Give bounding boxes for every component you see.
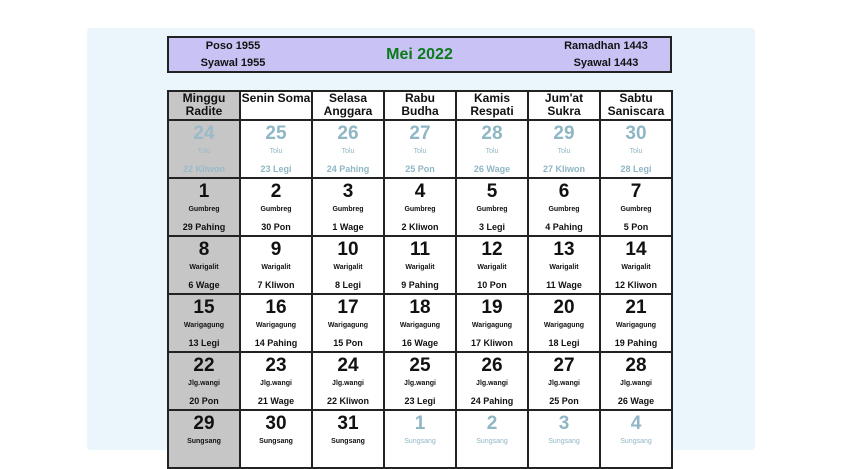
javanese-year-top: Poso 1955 bbox=[205, 40, 261, 52]
pasaran-label: 22 Kliwon bbox=[182, 164, 225, 174]
weekday-header bbox=[168, 91, 240, 120]
day-number: 9 bbox=[270, 239, 282, 260]
wuku-label: Warigagung bbox=[255, 322, 297, 329]
wuku-label: Warigalit bbox=[189, 264, 219, 271]
day-cell[interactable] bbox=[168, 178, 240, 236]
day-number: 3 bbox=[558, 413, 570, 434]
wuku-label: Warigagung bbox=[183, 322, 225, 329]
weekday-name: Kamis bbox=[473, 91, 511, 105]
day-cell[interactable] bbox=[600, 236, 672, 294]
day-number: 2 bbox=[270, 181, 282, 202]
weekday-alt-name: Anggara bbox=[323, 104, 373, 118]
wuku-label: Jlg.wangi bbox=[332, 380, 364, 387]
day-cell[interactable] bbox=[312, 410, 384, 468]
pasaran-label: 18 Legi bbox=[548, 338, 580, 348]
day-number: 26 bbox=[481, 355, 503, 376]
day-cell[interactable] bbox=[168, 410, 240, 468]
wuku-label: Jlg.wangi bbox=[404, 380, 436, 387]
day-cell[interactable] bbox=[168, 236, 240, 294]
wuku-label: Warigagung bbox=[471, 322, 513, 329]
pasaran-label: 4 Pahing bbox=[545, 222, 583, 232]
pasaran-label: 1 Wage bbox=[332, 222, 364, 232]
pasaran-label: 21 Wage bbox=[257, 396, 295, 406]
day-cell[interactable] bbox=[384, 120, 456, 178]
pasaran-label: 3 Legi bbox=[478, 222, 505, 232]
weekday-name: Rabu bbox=[405, 91, 435, 105]
weekday-name: Senin Soma bbox=[241, 91, 311, 105]
day-number: 1 bbox=[198, 181, 210, 202]
day-number: 30 bbox=[625, 123, 647, 144]
day-number: 27 bbox=[409, 123, 431, 144]
weekday-alt-name: Budha bbox=[401, 104, 439, 118]
weekday-alt-name: Respati bbox=[470, 104, 514, 118]
day-cell[interactable] bbox=[384, 410, 456, 468]
day-number: 29 bbox=[193, 413, 215, 434]
day-cell[interactable] bbox=[384, 352, 456, 410]
week-row bbox=[168, 294, 672, 352]
week-row bbox=[168, 352, 672, 410]
wuku-label: Warigalit bbox=[333, 264, 363, 271]
wuku-label: Tolu bbox=[485, 148, 499, 155]
wuku-label: Sungsang bbox=[187, 438, 221, 445]
day-cell[interactable] bbox=[528, 120, 600, 178]
weekday-name: Sabtu bbox=[619, 91, 653, 105]
pasaran-label: 10 Pon bbox=[477, 280, 507, 290]
day-number: 30 bbox=[265, 413, 287, 434]
day-number: 25 bbox=[409, 355, 431, 376]
pasaran-label: 24 Pahing bbox=[470, 396, 514, 406]
wuku-label: Warigalit bbox=[261, 264, 291, 271]
day-number: 23 bbox=[265, 355, 287, 376]
wuku-label: Jlg.wangi bbox=[620, 380, 652, 387]
day-number: 31 bbox=[337, 413, 359, 434]
week-row bbox=[168, 410, 672, 468]
day-cell[interactable] bbox=[240, 178, 312, 236]
wuku-label: Sungsang bbox=[331, 438, 365, 445]
day-cell[interactable] bbox=[240, 120, 312, 178]
day-cell[interactable] bbox=[168, 294, 240, 352]
day-cell[interactable] bbox=[456, 294, 528, 352]
wuku-label: Warigagung bbox=[399, 322, 441, 329]
wuku-label: Jlg.wangi bbox=[476, 380, 508, 387]
pasaran-label: 2 Kliwon bbox=[401, 222, 439, 232]
javanese-year-bottom: Syawal 1955 bbox=[200, 57, 266, 69]
wuku-label: Sungsang bbox=[259, 438, 293, 445]
wuku-label: Sungsang bbox=[476, 438, 508, 445]
day-number: 28 bbox=[625, 355, 647, 376]
pasaran-label: 23 Legi bbox=[260, 164, 292, 174]
wuku-label: Warigalit bbox=[549, 264, 579, 271]
pasaran-label: 28 Legi bbox=[620, 164, 652, 174]
pasaran-label: 17 Kliwon bbox=[470, 338, 513, 348]
pasaran-label: 8 Legi bbox=[334, 280, 361, 290]
wuku-label: Warigagung bbox=[543, 322, 585, 329]
day-number: 4 bbox=[414, 181, 426, 202]
wuku-label: Warigalit bbox=[405, 264, 435, 271]
wuku-label: Sungsang bbox=[404, 438, 436, 445]
wuku-label: Tolu bbox=[629, 148, 643, 155]
day-number: 7 bbox=[630, 181, 642, 202]
pasaran-label: 16 Wage bbox=[401, 338, 439, 348]
day-cell[interactable] bbox=[600, 294, 672, 352]
day-cell[interactable] bbox=[168, 352, 240, 410]
pasaran-label: 15 Pon bbox=[333, 338, 363, 348]
wuku-label: Tolu bbox=[341, 148, 355, 155]
calendar-grid bbox=[167, 90, 673, 469]
pasaran-label: 30 Pon bbox=[261, 222, 291, 232]
day-number: 3 bbox=[342, 181, 354, 202]
week-row bbox=[168, 120, 672, 178]
day-number: 28 bbox=[481, 123, 503, 144]
weekday-header bbox=[528, 91, 600, 120]
pasaran-label: 13 Legi bbox=[188, 338, 220, 348]
day-cell[interactable] bbox=[168, 120, 240, 178]
pasaran-label: 20 Pon bbox=[189, 396, 219, 406]
day-number: 21 bbox=[625, 297, 647, 318]
weekday-header bbox=[240, 91, 312, 120]
day-cell[interactable] bbox=[240, 236, 312, 294]
day-cell[interactable] bbox=[456, 352, 528, 410]
day-number: 24 bbox=[193, 123, 215, 144]
day-cell[interactable] bbox=[600, 178, 672, 236]
day-cell[interactable] bbox=[384, 294, 456, 352]
wuku-label: Tolu bbox=[269, 148, 283, 155]
day-cell[interactable] bbox=[240, 410, 312, 468]
day-cell[interactable] bbox=[528, 294, 600, 352]
pasaran-label: 9 Pahing bbox=[401, 280, 439, 290]
weekday-header bbox=[600, 91, 672, 120]
day-number: 5 bbox=[486, 181, 498, 202]
day-number: 2 bbox=[486, 413, 498, 434]
pasaran-label: 26 Wage bbox=[617, 396, 655, 406]
day-cell[interactable] bbox=[528, 178, 600, 236]
day-number: 24 bbox=[337, 355, 359, 376]
pasaran-label: 6 Wage bbox=[188, 280, 220, 290]
day-number: 20 bbox=[553, 297, 575, 318]
day-cell[interactable] bbox=[312, 120, 384, 178]
week-row bbox=[168, 236, 672, 294]
day-cell[interactable] bbox=[600, 120, 672, 178]
wuku-label: Gumbreg bbox=[188, 206, 220, 213]
day-number: 4 bbox=[630, 413, 642, 434]
month-title: Mei 2022 bbox=[386, 46, 453, 63]
weekday-header bbox=[312, 91, 384, 120]
day-cell[interactable] bbox=[240, 352, 312, 410]
day-number: 26 bbox=[337, 123, 359, 144]
wuku-label: Gumbreg bbox=[620, 206, 652, 213]
day-number: 15 bbox=[193, 297, 215, 318]
wuku-label: Tolu bbox=[197, 148, 211, 155]
weekday-name: Jum'at bbox=[544, 91, 584, 105]
day-cell[interactable] bbox=[240, 294, 312, 352]
hijri-month-bottom: Syawal 1443 bbox=[573, 57, 639, 69]
week-row bbox=[168, 178, 672, 236]
day-cell[interactable] bbox=[528, 352, 600, 410]
wuku-label: Sungsang bbox=[620, 438, 652, 445]
pasaran-label: 22 Kliwon bbox=[326, 396, 369, 406]
pasaran-label: 19 Pahing bbox=[614, 338, 658, 348]
day-number: 11 bbox=[409, 239, 431, 260]
pasaran-label: 25 Pon bbox=[549, 396, 579, 406]
day-cell[interactable] bbox=[456, 410, 528, 468]
weekday-header bbox=[456, 91, 528, 120]
pasaran-label: 29 Pahing bbox=[182, 222, 226, 232]
day-cell[interactable] bbox=[384, 236, 456, 294]
wuku-label: Warigalit bbox=[621, 264, 651, 271]
calendar-header bbox=[167, 36, 672, 73]
pasaran-label: 24 Pahing bbox=[326, 164, 370, 174]
weekday-name: Selasa bbox=[328, 91, 368, 105]
day-number: 29 bbox=[553, 123, 575, 144]
pasaran-label: 23 Legi bbox=[404, 396, 436, 406]
day-cell[interactable] bbox=[456, 120, 528, 178]
wuku-label: Gumbreg bbox=[404, 206, 436, 213]
pasaran-label: 7 Kliwon bbox=[257, 280, 295, 290]
day-number: 25 bbox=[265, 123, 287, 144]
pasaran-label: 26 Wage bbox=[473, 164, 511, 174]
day-cell[interactable] bbox=[456, 178, 528, 236]
day-number: 16 bbox=[265, 297, 287, 318]
wuku-label: Warigagung bbox=[615, 322, 657, 329]
pasaran-label: 5 Pon bbox=[623, 222, 649, 232]
day-number: 8 bbox=[198, 239, 210, 260]
day-cell[interactable] bbox=[456, 236, 528, 294]
day-number: 17 bbox=[337, 297, 359, 318]
weekday-alt-name: Saniscara bbox=[607, 104, 665, 118]
day-cell[interactable] bbox=[384, 178, 456, 236]
pasaran-label: 11 Wage bbox=[546, 280, 582, 290]
day-number: 14 bbox=[625, 239, 647, 260]
day-number: 10 bbox=[337, 239, 359, 260]
wuku-label: Tolu bbox=[413, 148, 427, 155]
wuku-label: Gumbreg bbox=[332, 206, 364, 213]
wuku-label: Jlg.wangi bbox=[260, 380, 292, 387]
hijri-month-top: Ramadhan 1443 bbox=[564, 40, 648, 52]
pasaran-label: 27 Kliwon bbox=[542, 164, 585, 174]
day-cell[interactable] bbox=[312, 294, 384, 352]
pasaran-label: 14 Pahing bbox=[254, 338, 298, 348]
day-number: 18 bbox=[409, 297, 431, 318]
day-cell[interactable] bbox=[528, 236, 600, 294]
weekday-name: Minggu bbox=[182, 91, 226, 105]
day-cell[interactable] bbox=[600, 410, 672, 468]
day-number: 27 bbox=[553, 355, 575, 376]
day-number: 12 bbox=[481, 239, 503, 260]
day-cell[interactable] bbox=[600, 352, 672, 410]
wuku-label: Gumbreg bbox=[476, 206, 508, 213]
day-number: 1 bbox=[414, 413, 426, 434]
wuku-label: Warigagung bbox=[327, 322, 369, 329]
weekday-alt-name: Radite bbox=[185, 104, 223, 118]
day-cell[interactable] bbox=[312, 352, 384, 410]
day-number: 13 bbox=[553, 239, 575, 260]
wuku-label: Jlg.wangi bbox=[548, 380, 580, 387]
weekday-header-row bbox=[168, 91, 672, 120]
wuku-label: Sungsang bbox=[548, 438, 580, 445]
wuku-label: Tolu bbox=[557, 148, 571, 155]
pasaran-label: 25 Pon bbox=[405, 164, 435, 174]
wuku-label: Warigalit bbox=[477, 264, 507, 271]
day-number: 22 bbox=[193, 355, 215, 376]
wuku-label: Gumbreg bbox=[548, 206, 580, 213]
wuku-label: Jlg.wangi bbox=[188, 380, 220, 387]
day-cell[interactable] bbox=[528, 410, 600, 468]
day-cell[interactable] bbox=[312, 178, 384, 236]
weekday-alt-name: Sukra bbox=[547, 104, 581, 118]
pasaran-label: 12 Kliwon bbox=[614, 280, 657, 290]
day-cell[interactable] bbox=[312, 236, 384, 294]
day-number: 19 bbox=[481, 297, 503, 318]
weekday-header bbox=[384, 91, 456, 120]
wuku-label: Gumbreg bbox=[260, 206, 292, 213]
day-number: 6 bbox=[558, 181, 570, 202]
